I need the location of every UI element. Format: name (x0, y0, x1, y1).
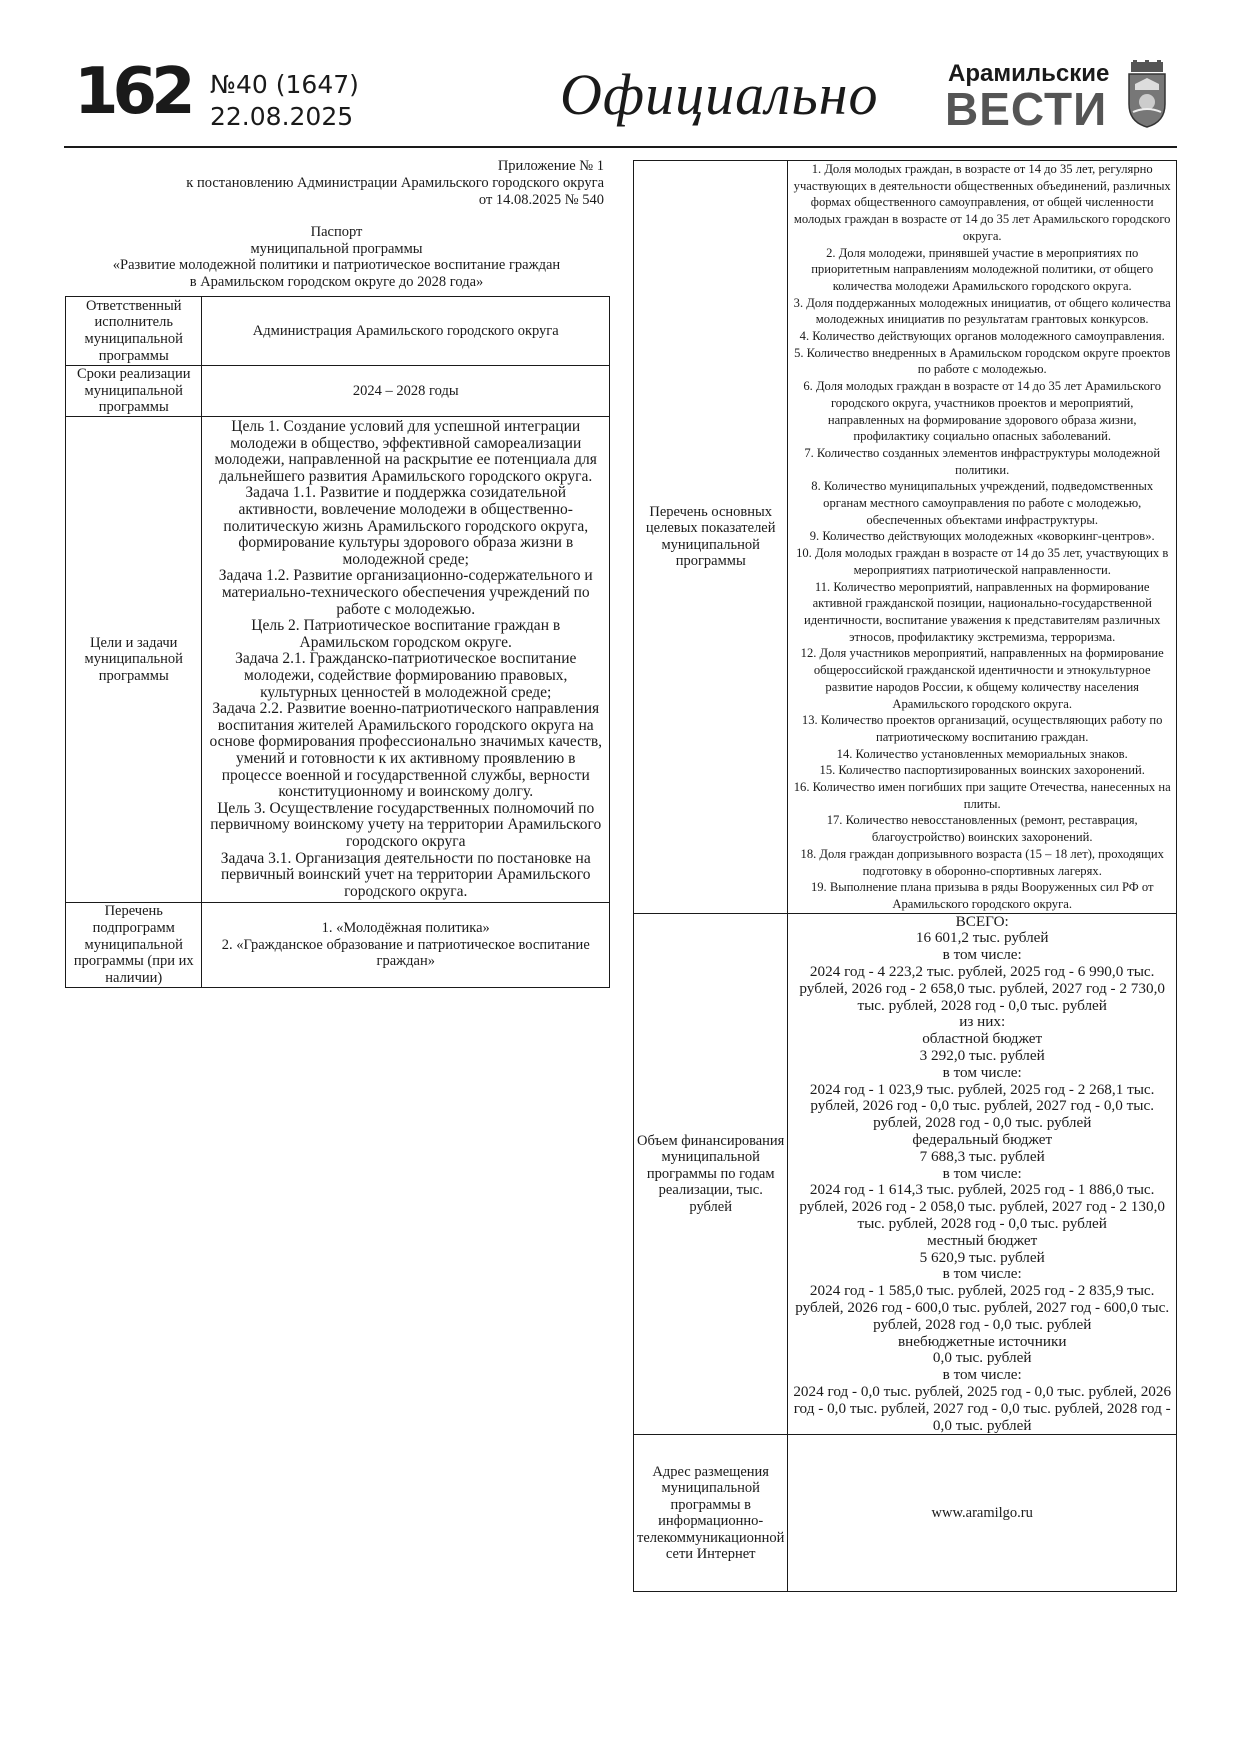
indicator-item: 15. Количество паспортизированных воинских захоронений. (819, 763, 1145, 778)
financing-line: областной бюджет (922, 1030, 1043, 1048)
financing-line: из них: (959, 1013, 1006, 1031)
goal-item: Задача 2.2. Развитие военно-патриотического направления воспитания жителей Арамильского городского округа на основе формирования профессионально значимых качеств, умений и готовности к их активному проявлению в процессе военной и государственной службы, верности конституционному и воинскому долгу. (209, 700, 603, 801)
table-row (66, 297, 610, 366)
indicator-item: 14. Количество установленных мемориальных знаков. (836, 746, 1128, 761)
indicator-item: 18. Доля граждан допризывного возраста (15 – 18 лет), проходящих подготовку в оборонно-спортивных лагерях. (800, 846, 1164, 878)
financing-line: 2024 год - 0,0 тыс. рублей, 2025 год - 0,0 тыс. рублей, 2026 год - 0,0 тыс. рублей, 2027 год - 0,0 тыс. рублей, 2028 год - 0,0 тыс. рублей (793, 1382, 1172, 1434)
indicator-item: 9. Количество действующих молодежных «коворкинг-центров». (809, 529, 1155, 544)
annex-line: от 14.08.2025 № 540 (478, 192, 604, 208)
row-label: Цели и задачи муниципальной программы (66, 417, 202, 903)
indicator-item: 3. Доля поддержанных молодежных инициатив, от общего количества молодежных инициатив по результатам грантовых конкурсов. (793, 295, 1171, 327)
table-row (66, 903, 610, 988)
subprograms-list (202, 903, 610, 988)
indicator-item: 5. Количество внедренных в Арамильском городском округе проектов по работе с молодежью. (794, 345, 1171, 377)
newspaper-logo-bottom: ВЕСТИ (945, 83, 1108, 135)
goal-item: Цель 3. Осуществление государственных полномочий по первичному воинскому учету на территории Арамильского городского округа (210, 799, 602, 850)
indicator-item: 10. Доля молодых граждан в возрасте от 14 до 35 лет, участвующих в мероприятиях патриотической направленности. (796, 546, 1169, 577)
annex-line: к постановлению Администрации Арамильского городского округа (186, 175, 604, 191)
indicator-item: 4. Количество действующих органов молодежного самоуправления. (799, 329, 1165, 344)
row-label: Объем финансирования муниципальной программы по годам реализации, тыс. рублей (634, 913, 788, 1435)
coat-of-arms-icon (1125, 60, 1169, 128)
goal-item: Задача 1.2. Развитие организационно-содержательного и материально-технического обеспечения учреждений по работе с молодежью. (218, 567, 593, 618)
passport-title-line: в Арамильском городском округе до 2028 года» (189, 273, 484, 290)
passport-title-line: «Развитие молодежной политики и патриотическое воспитание граждан (112, 257, 561, 273)
indicator-item: 12. Доля участников мероприятий, направленных на формирование общероссийской гражданской идентичности и этнокультурное развитие народов России, к общему количеству населения Арамильского городского округа. (800, 646, 1164, 711)
goal-item: Задача 3.1. Организация деятельности по постановке на первичный воинский учет на территории Арамильского городского округа. (220, 849, 591, 900)
financing-line: в том числе: (942, 1366, 1022, 1384)
financing-line: 0,0 тыс. рублей (932, 1349, 1032, 1367)
goal-item: Задача 2.1. Гражданско-патриотическое воспитание молодежи, содействие формированию правовых, культурных ценностей в молодежной среде; (235, 650, 577, 701)
passport-title-line: Паспорт (310, 224, 363, 240)
subprogram-item: 2. «Гражданское образование и патриотическое воспитание граждан» (221, 936, 590, 970)
financing-line: 2024 год - 1 023,9 тыс. рублей, 2025 год - 2 268,1 тыс. рублей, 2026 год - 0,0 тыс. рублей, 2027 год - 0,0 тыс. рублей, 2028 год - 0,0 тыс. рублей (809, 1080, 1155, 1132)
financing-line: 2024 год - 1 585,0 тыс. рублей, 2025 год - 2 835,9 тыс. рублей, 2026 год - 600,0 тыс. рублей, 2027 год - 600,0 тыс. рублей, 2028 год - 0,0 тыс. рублей (795, 1282, 1170, 1333)
passport-title-line: муниципальной программы (250, 240, 423, 257)
row-label: Ответственный исполнитель муниципальной программы (66, 297, 202, 366)
indicator-item: 13. Количество проектов организаций, осуществляющих работу по патриотическому воспитанию граждан. (801, 713, 1163, 744)
financing-line: ВСЕГО: (955, 912, 1009, 930)
financing-line: в том числе: (942, 1265, 1022, 1283)
row-value: Администрация Арамильского городского округа (202, 297, 610, 366)
table-row (66, 417, 610, 903)
annex-line: Приложение № 1 (497, 158, 604, 174)
passport-title (64, 224, 609, 290)
annex-header (64, 158, 604, 209)
financing-line: 2024 год - 1 614,3 тыс. рублей, 2025 год - 1 886,0 тыс. рублей, 2026 год - 2 058,0 тыс. рублей, 2027 год - 2 130,0 тыс. рублей, 2028 год - 0,0 тыс. рублей (799, 1181, 1165, 1232)
section-title: Официально (560, 62, 879, 127)
goals-list (202, 417, 610, 903)
indicator-item: 6. Доля молодых граждан в возрасте от 14 до 35 лет Арамильского городского округа, участников проектов и мероприятий, направленных на формирование здорового образа жизни, профилактику социально опасных заболеваний. (803, 379, 1162, 444)
financing-line: 5 620,9 тыс. рублей (919, 1248, 1045, 1266)
indicator-item: 7. Количество созданных элементов инфраструктуры молодежной политики. (804, 445, 1161, 477)
financing-line: в том числе: (942, 1063, 1022, 1081)
financing-line: 3 292,0 тыс. рублей (919, 1047, 1045, 1065)
table-row (634, 161, 1177, 914)
passport-table-right (633, 160, 1177, 1592)
indicators-list (788, 161, 1177, 914)
goal-item: Задача 1.1. Развитие и поддержка созидательной активности, вовлечение молодежи в общественно-политическую жизнь Арамильского городского округа, формирование культуры здорового образа жизни в молодежной среде; (223, 484, 589, 568)
indicator-item: 19. Выполнение плана призыва в ряды Вооруженных сил РФ от Арамильского городского округа. (810, 880, 1154, 911)
passport-table-left (65, 296, 610, 988)
issue-date: 22.08.2025 (210, 102, 354, 131)
row-value: 2024 – 2028 годы (202, 366, 610, 417)
indicator-item: 2. Доля молодежи, принявшей участие в мероприятиях по приоритетным направлениям молодежной политики, от общего количества молодежи Арамильского городского округа. (811, 245, 1154, 293)
header-divider (64, 146, 1177, 148)
financing-line: внебюджетные источники (897, 1332, 1067, 1350)
row-label: Перечень основных целевых показателей муниципальной программы (634, 161, 788, 914)
table-row (634, 1435, 1177, 1592)
financing-line: местный бюджет (927, 1231, 1038, 1249)
indicator-item: 8. Количество муниципальных учреждений, подведомственных органам местного самоуправления по работе с молодежью, обеспеченных объектами инфраструктуры. (811, 479, 1154, 527)
goal-item: Цель 1. Создание условий для успешной интеграции молодежи в общество, эффективной самореализации молодежи, направленной на раскрытие ее потенциала для дальнейшего развития Арамильского городского округа. (214, 418, 597, 485)
financing-line: федеральный бюджет (912, 1131, 1053, 1148)
table-row (66, 366, 610, 417)
subprogram-item: 1. «Молодёжная политика» (321, 920, 490, 937)
financing-details (788, 913, 1177, 1435)
financing-line: 16 601,2 тыс. рублей (915, 929, 1049, 947)
indicator-item: 16. Количество имен погибших при защите Отечества, нанесенных на плиты. (793, 780, 1171, 811)
goal-item: Цель 2. Патриотическое воспитание граждан в Арамильском городском округе. (251, 617, 561, 651)
indicator-item: 11. Количество мероприятий, направленных на формирование активной гражданской позиции, национально-государственной идентичности, воспитание уважения к представителям различных этносов, профилактику экстремизма, терроризма. (803, 579, 1161, 644)
financing-line: в том числе: (942, 1164, 1022, 1182)
issue-number: №40 (1647) (210, 70, 359, 99)
website-link[interactable]: www.aramilgo.ru (788, 1435, 1177, 1592)
financing-line: 2024 год - 4 223,2 тыс. рублей, 2025 год - 6 990,0 тыс. рублей, 2026 год - 2 658,0 тыс. рублей, 2027 год - 2 730,0 тыс. рублей, 2028 год - 0,0 тыс. рублей (799, 963, 1165, 1014)
financing-line: в том числе: (942, 946, 1022, 964)
newspaper-logo-top: Арамильские (948, 60, 1110, 87)
table-row (634, 913, 1177, 1435)
row-label: Адрес размещения муниципальной программы в информационно-телекоммуникационной сети Интернет (634, 1435, 788, 1592)
row-label: Сроки реализации муниципальной программы (66, 366, 202, 417)
indicator-item: 17. Количество невосстановленных (ремонт, реставрация, благоустройство) воинских захоронений. (826, 813, 1138, 845)
financing-line: 7 688,3 тыс. рублей (919, 1147, 1045, 1165)
indicator-item: 1. Доля молодых граждан, в возрасте от 14 до 35 лет, регулярно участвующих в деятельности общественных объединений, различных формах общественного самоуправления, от общей численности молодых граждан в возрасте от 14 до 35 лет Арамильского городского округа. (793, 162, 1171, 243)
page-number: 162 (74, 55, 190, 129)
row-label: Перечень подпрограмм муниципальной программы (при их наличии) (66, 903, 202, 988)
